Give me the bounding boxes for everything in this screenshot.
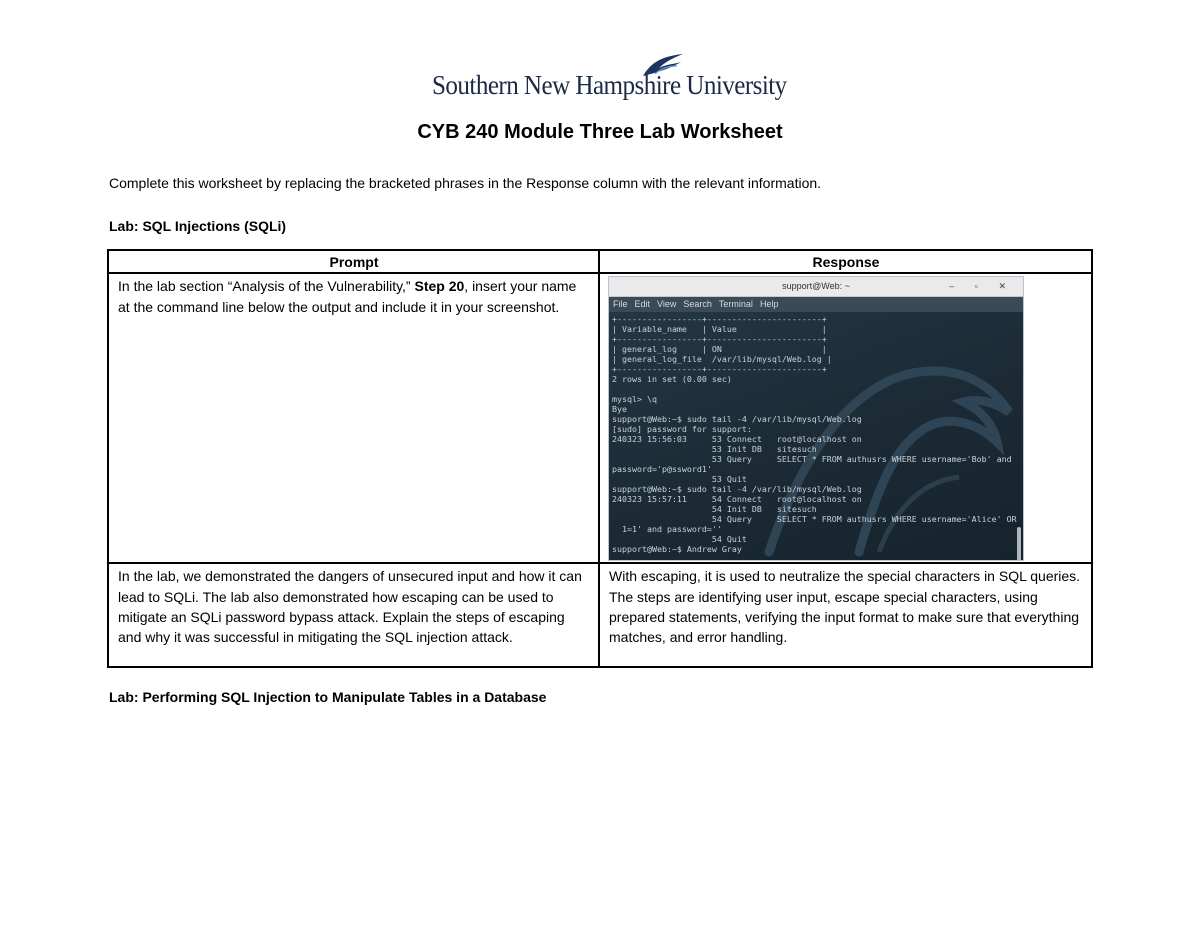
terminal-line: support@Web:~$ sudo tail -4 /var/lib/mysql/Web.log [612,414,862,425]
terminal-output [612,314,1017,555]
menu-view: View [657,299,677,310]
instructions-text: Complete this worksheet by replacing the bracketed phrases in the Response column with the relevant information. [109,175,822,191]
terminal-line: 53 Quit [612,474,747,485]
terminal-menubar [609,297,1023,312]
terminal-line [612,384,1013,394]
terminal-line: Bye [612,404,627,415]
menu-terminal: Terminal [718,299,753,310]
window-controls-icon: – ▫ ✕ [949,281,1015,292]
table-row [108,273,1092,563]
university-logo [432,52,787,104]
terminal-line: 1=1' and password='' [612,524,722,535]
worksheet-title: CYB 240 Module Three Lab Worksheet [417,121,783,143]
terminal-line: 54 Quit [612,534,747,545]
terminal-titlebar [609,277,1023,297]
section-heading-manipulate-tables: Lab: Performing SQL Injection to Manipulate Tables in a Database [109,689,547,705]
response-cell [599,273,1092,563]
logo-text: Southern New Hampshire University [432,70,787,100]
prompt-text-after: , insert your name at the command line below the output and include it in your screenshot. [118,278,577,315]
terminal-line: [sudo] password for support: [612,424,752,435]
menu-edit: Edit [634,299,651,310]
terminal-line: +-----------------+-----------------------+ [612,364,827,375]
terminal-line: | general_log_file /var/lib/mysql/Web.log | [612,354,832,365]
prompt-cell: In the lab, we demonstrated the dangers of unsecured input and how it can lead to SQLi. The lab also demonstrated how escaping can be used to mitigate an SQLi password bypass attack. Explain the steps of escaping and why it was successful in mitigating the SQL injection attack. [108,563,599,667]
terminal-screenshot [608,276,1024,561]
terminal-title: support@Web: ~ [782,281,850,292]
terminal-line: 2 rows in set (0.00 sec) [612,374,732,385]
table-header-row [108,250,1092,273]
terminal-line: +-----------------+-----------------------+ [612,314,827,325]
section-heading-sqli: Lab: SQL Injections (SQLi) [109,218,287,234]
response-cell: With escaping, it is used to neutralize the special characters in SQL queries. The steps are identifying user input, escape special characters, using prepared statements, verifying the input format to make sure that everything matches, and error handling. [599,563,1092,667]
terminal-line: support@Web:~$ sudo tail -4 /var/lib/mysql/Web.log [612,484,862,495]
terminal-line: 240323 15:56:03 53 Connect root@localhost on [612,434,862,445]
prompt-text: In the lab section “Analysis of the Vulnerability,” [118,278,415,295]
terminal-line: password='p@ssword1' [612,464,712,475]
menu-help: Help [759,299,779,310]
prompt-step-bold: Step 20 [414,278,465,295]
terminal-scrollbar [1017,527,1021,561]
terminal-line: 54 Query SELECT * FROM authusrs WHERE username='Alice' OR [612,514,1017,525]
terminal-body [609,312,1023,560]
terminal-line: mysql> \q [612,394,657,405]
terminal-line: +-----------------+-----------------------+ [612,334,827,345]
worksheet-table [107,249,1093,668]
menu-search: Search [683,299,712,310]
terminal-line: 54 Init DB sitesuch [612,504,817,515]
menu-file: File [613,299,628,310]
terminal-line: 53 Query SELECT * FROM authusrs WHERE username='Bob' and [612,454,1012,465]
terminal-line: | Variable_name | Value | [612,324,827,335]
terminal-line: 240323 15:57:11 54 Connect root@localhost on [612,494,862,505]
terminal-line: support@Web:~$ Andrew Gray [612,544,742,555]
prompt-cell [108,273,599,563]
response-column-header: Response [599,250,1092,273]
table-row [108,563,1092,667]
terminal-line: | general_log | ON | [612,344,827,355]
terminal-line: 53 Init DB sitesuch [612,444,817,455]
prompt-column-header: Prompt [108,250,599,273]
